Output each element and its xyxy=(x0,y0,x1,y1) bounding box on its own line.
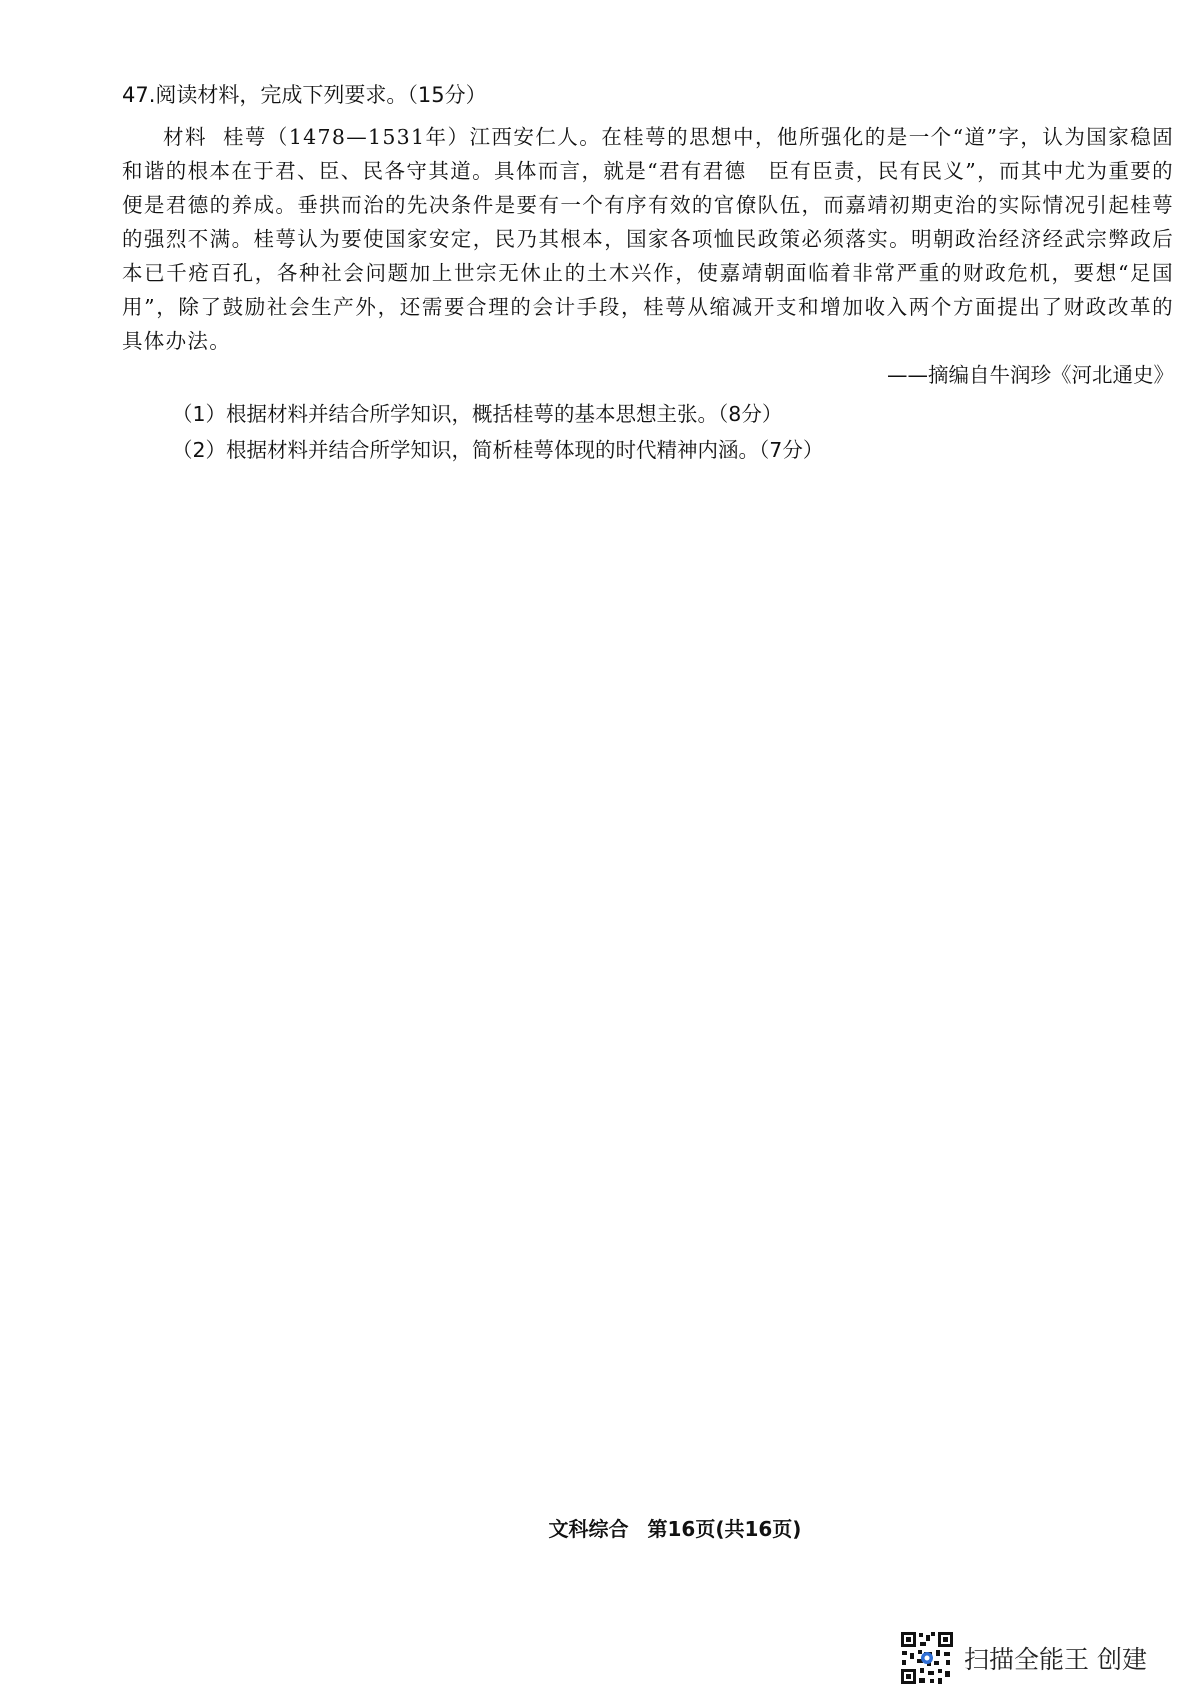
material-source: ——摘编自牛润珍《河北通史》 xyxy=(887,363,1174,387)
material-label: 材料 xyxy=(163,125,207,149)
scanner-watermark-text: 扫描全能王 创建 xyxy=(964,1645,1147,1674)
footer-page-number: 第16页(共16页) xyxy=(647,1517,802,1541)
qr-code-icon xyxy=(900,1631,954,1685)
material-paragraph xyxy=(122,120,1174,358)
question-47 xyxy=(122,78,1174,468)
scanner-watermark xyxy=(900,1630,1147,1686)
sub-question-2: （2）根据材料并结合所学知识，简析桂萼体现的时代精神内涵。（7分） xyxy=(172,438,824,462)
footer-subject: 文科综合 xyxy=(548,1517,629,1541)
sub-question-1: （1）根据材料并结合所学知识，概括桂萼的基本思想主张。（8分） xyxy=(172,402,783,426)
question-heading: 47.阅读材料，完成下列要求。（15分） xyxy=(122,83,487,107)
page-footer xyxy=(0,1513,1200,1542)
material-text: 桂萼（1478—1531年）江西安仁人。在桂萼的思想中，他所强化的是一个“道”字，认为国家稳固和谐的根本在于君、臣、民各守其道。具体而言，就是“君有君德 臣有臣责，民有民义”，而其中尤为重要的便是君德的养成。垂拱而治的先决条件是要有一个有序有效的官僚队伍，而嘉靖初期吏治的实际情况引起桂萼的强烈不满。桂萼认为要使国家安定，民乃其根本，国家各项恤民政策必须落实。明朝政治经济经武宗弊政后本已千疮百孔，各种社会问题加上世宗无休止的土木兴作，使嘉靖朝面临着非常严重的财政危机，要想“足国用”，除了鼓励社会生产外，还需要合理的会计手段，桂萼从缩减开支和增加收入两个方面提出了财政改革的具体办法。 xyxy=(122,125,1174,353)
